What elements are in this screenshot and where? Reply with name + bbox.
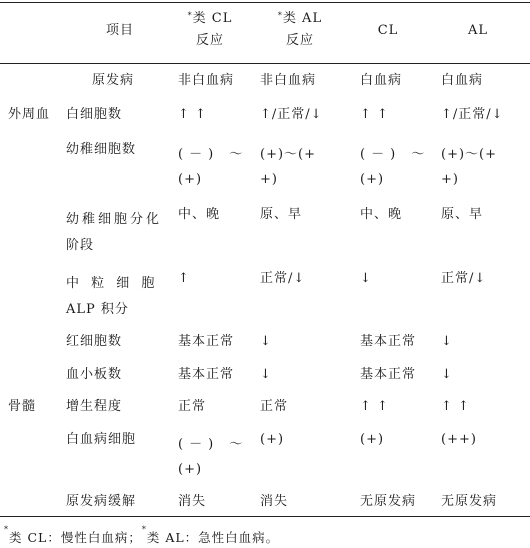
row-3-item: 幼稚细胞分化 阶段 <box>66 212 163 253</box>
row-3-al-reaction: 原、早 <box>260 207 303 222</box>
row-0-cl: 白血病 <box>360 73 403 88</box>
row-5-al-reaction: ↓ <box>260 334 272 349</box>
row-7-item: 增生程度 <box>66 399 123 414</box>
row-2-cl: (－) ～ (+) <box>360 147 431 187</box>
row-8-al-reaction: (+) <box>260 432 285 447</box>
row-1-cl-reaction: ↑ ↑ <box>178 107 207 122</box>
row-8-cl-reaction: (－) ～ (+) <box>178 437 249 477</box>
row-4-item: 中 粒 细 胞 ALP 积分 <box>66 276 159 317</box>
row-1-item: 白细胞数 <box>66 107 123 122</box>
row-5-cl: 基本正常 <box>360 334 417 349</box>
header-cl: CL <box>377 23 399 38</box>
row-4-al: 正常/↓ <box>441 271 487 286</box>
row-3-cl: 中、晚 <box>360 207 403 222</box>
row-5-al: ↓ <box>441 334 453 349</box>
row-7-cl-reaction: 正常 <box>178 399 207 414</box>
row-5-item: 红细胞数 <box>66 334 123 349</box>
row-9-al: 无原发病 <box>441 494 498 509</box>
row-9-cl-reaction: 消失 <box>178 494 207 509</box>
top-rule <box>0 2 530 3</box>
row-4-cl: ↓ <box>360 271 372 286</box>
row-6-cl: 基本正常 <box>360 367 417 382</box>
row-1-cl: ↑ ↑ <box>360 107 389 122</box>
header-rule <box>0 63 530 64</box>
row-5-cl-reaction: 基本正常 <box>178 334 235 349</box>
row-3-al: 原、早 <box>441 207 484 222</box>
row-2-al: (+)～(+ +) <box>441 147 498 187</box>
header-cl-reaction: *类 CL 反应 <box>187 11 233 48</box>
row-1-al-reaction: ↑/正常/↓ <box>260 107 323 122</box>
row-9-al-reaction: 消失 <box>260 494 289 509</box>
row-2-item: 幼稚细胞数 <box>66 142 137 157</box>
row-0-cl-reaction: 非白血病 <box>178 73 235 88</box>
row-6-al: ↓ <box>441 367 453 382</box>
row-9-cl: 无原发病 <box>360 494 417 509</box>
row-2-cl-reaction: (－) ～ (+) <box>178 147 249 187</box>
footnote: *类 CL：慢性白血病；*类 AL：急性白血病。 <box>4 525 280 545</box>
row-0-al-reaction: 非白血病 <box>260 73 317 88</box>
header-item: 项目 <box>105 23 134 38</box>
row-6-cl-reaction: 基本正常 <box>178 367 235 382</box>
row-1-al: ↑/正常/↓ <box>441 107 504 122</box>
row-8-al: (++) <box>441 432 477 447</box>
row-6-item: 血小板数 <box>66 367 123 382</box>
row-0-al: 白血病 <box>441 73 484 88</box>
group-peripheral-blood: 外周血 <box>8 107 51 122</box>
row-4-cl-reaction: ↑ <box>178 271 190 286</box>
row-9-item: 原发病缓解 <box>66 494 137 509</box>
row-8-item: 白血病细胞 <box>66 432 137 447</box>
header-al-reaction: *类 AL 反应 <box>277 11 323 48</box>
row-3-cl-reaction: 中、晚 <box>178 207 221 222</box>
row-7-cl: ↑ ↑ <box>360 399 389 414</box>
row-4-al-reaction: 正常/↓ <box>260 271 306 286</box>
row-2-al-reaction: (+)～(+ +) <box>260 147 317 187</box>
group-bone-marrow: 骨髓 <box>8 399 37 414</box>
bottom-rule <box>0 516 530 517</box>
row-7-al: ↑ ↑ <box>441 399 470 414</box>
row-8-cl: (+) <box>360 432 385 447</box>
row-7-al-reaction: 正常 <box>260 399 289 414</box>
header-al: AL <box>467 23 489 38</box>
row-6-al-reaction: ↓ <box>260 367 272 382</box>
row-0-item: 原发病 <box>92 73 135 88</box>
